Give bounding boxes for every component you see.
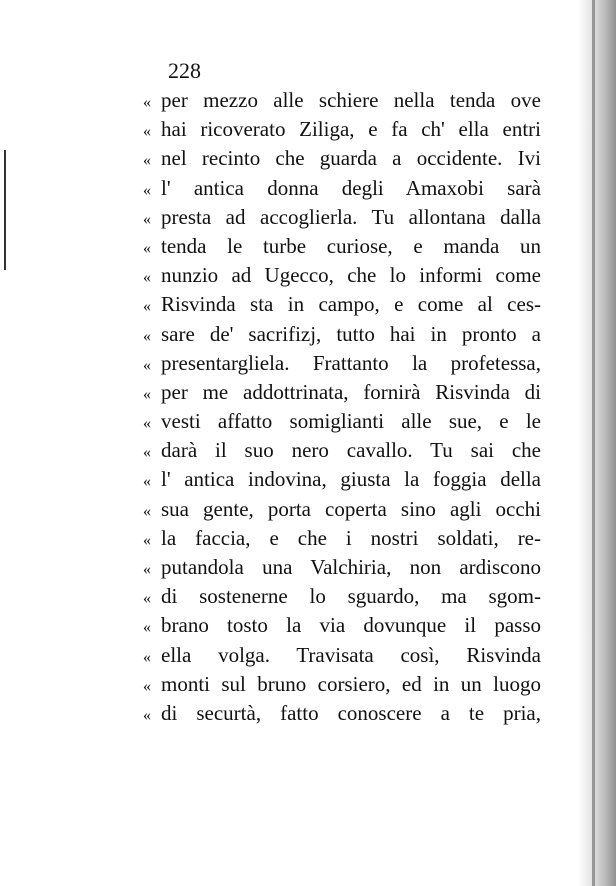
text-line bbox=[143, 174, 541, 203]
text-line bbox=[143, 699, 541, 728]
text-line bbox=[143, 641, 541, 670]
quote-mark: « bbox=[143, 561, 151, 578]
quote-mark: « bbox=[143, 152, 151, 170]
line-text: ella volga. Travisata così, Risvinda bbox=[161, 642, 541, 667]
text-line bbox=[143, 203, 541, 232]
text-line bbox=[143, 261, 541, 290]
quote-mark: « bbox=[143, 210, 151, 228]
text-line bbox=[143, 670, 541, 699]
text-line bbox=[143, 582, 541, 611]
quote-mark: « bbox=[143, 415, 151, 433]
quote-mark: « bbox=[143, 619, 151, 637]
line-text: l' antica indovina, giusta la foggia della bbox=[161, 467, 541, 492]
text-line bbox=[143, 436, 541, 465]
text-line bbox=[143, 349, 541, 378]
quote-mark: « bbox=[143, 648, 151, 666]
quote-mark: « bbox=[143, 502, 151, 520]
quote-mark: « bbox=[143, 356, 151, 374]
page-body bbox=[143, 86, 541, 728]
text-line bbox=[143, 115, 541, 144]
text-line bbox=[143, 320, 541, 349]
text-line bbox=[143, 290, 541, 319]
line-text: darà il suo nero cavallo. Tu sai che bbox=[161, 438, 541, 463]
text-line bbox=[143, 232, 541, 261]
line-text: sua gente, porta coperta sino agli occhi bbox=[161, 496, 541, 521]
quote-mark: « bbox=[143, 706, 151, 724]
line-text: di securtà, fatto conoscere a te pria, bbox=[161, 700, 541, 725]
quote-mark: « bbox=[143, 327, 151, 345]
page-edge-mark bbox=[4, 150, 6, 270]
line-text: presentargliela. Frattanto la profetessa, bbox=[161, 350, 541, 375]
book-gutter-shadow bbox=[578, 0, 616, 886]
text-line bbox=[143, 524, 541, 553]
text-line bbox=[143, 378, 541, 407]
quote-mark: « bbox=[143, 590, 151, 608]
line-text: putandola una Valchiria, non ardiscono bbox=[161, 555, 541, 579]
text-line bbox=[143, 465, 541, 494]
quote-mark: « bbox=[143, 181, 151, 199]
text-line bbox=[143, 407, 541, 436]
quote-mark: « bbox=[143, 239, 151, 257]
quote-mark: « bbox=[143, 677, 151, 695]
quote-mark: « bbox=[143, 473, 151, 491]
line-text: monti sul bruno corsiero, ed in un luogo bbox=[161, 671, 541, 696]
line-text: brano tosto la via dovunque il passo bbox=[161, 613, 541, 638]
quote-mark: « bbox=[143, 123, 151, 141]
text-line bbox=[143, 86, 541, 115]
line-text: sare de' sacrifizj, tutto hai in pronto a bbox=[161, 321, 541, 346]
line-text: di sostenerne lo sguardo, ma sgom- bbox=[161, 584, 541, 609]
text-line bbox=[143, 611, 541, 640]
line-text: hai ricoverato Ziliga, e fa ch' ella entri bbox=[161, 117, 541, 142]
line-text: per me addottrinata, fornirà Risvinda di bbox=[161, 379, 541, 404]
quote-mark: « bbox=[143, 531, 151, 549]
line-text: la faccia, e che i nostri soldati, re- bbox=[161, 525, 541, 550]
line-text: tenda le turbe curiose, e manda un bbox=[161, 233, 541, 258]
quote-mark: « bbox=[143, 444, 151, 462]
page-number: 228 bbox=[168, 58, 201, 83]
line-text: nunzio ad Ugecco, che lo informi come bbox=[161, 263, 541, 288]
line-text: Risvinda sta in campo, e come al ces- bbox=[161, 292, 541, 317]
line-text: vesti affatto somiglianti alle sue, e le bbox=[161, 409, 541, 434]
quote-mark: « bbox=[143, 298, 151, 316]
line-text: l' antica donna degli Amaxobi sarà bbox=[161, 175, 541, 200]
text-line bbox=[143, 144, 541, 173]
quote-mark: « bbox=[143, 94, 151, 111]
quote-mark: « bbox=[143, 385, 151, 403]
line-text: nel recinto che guarda a occidente. Ivi bbox=[161, 146, 541, 171]
line-text: presta ad accoglierla. Tu allontana dalla bbox=[161, 204, 541, 229]
text-line bbox=[143, 495, 541, 524]
line-text: per mezzo alle schiere nella tenda ove bbox=[161, 88, 541, 112]
quote-mark: « bbox=[143, 269, 151, 287]
text-line bbox=[143, 553, 541, 582]
